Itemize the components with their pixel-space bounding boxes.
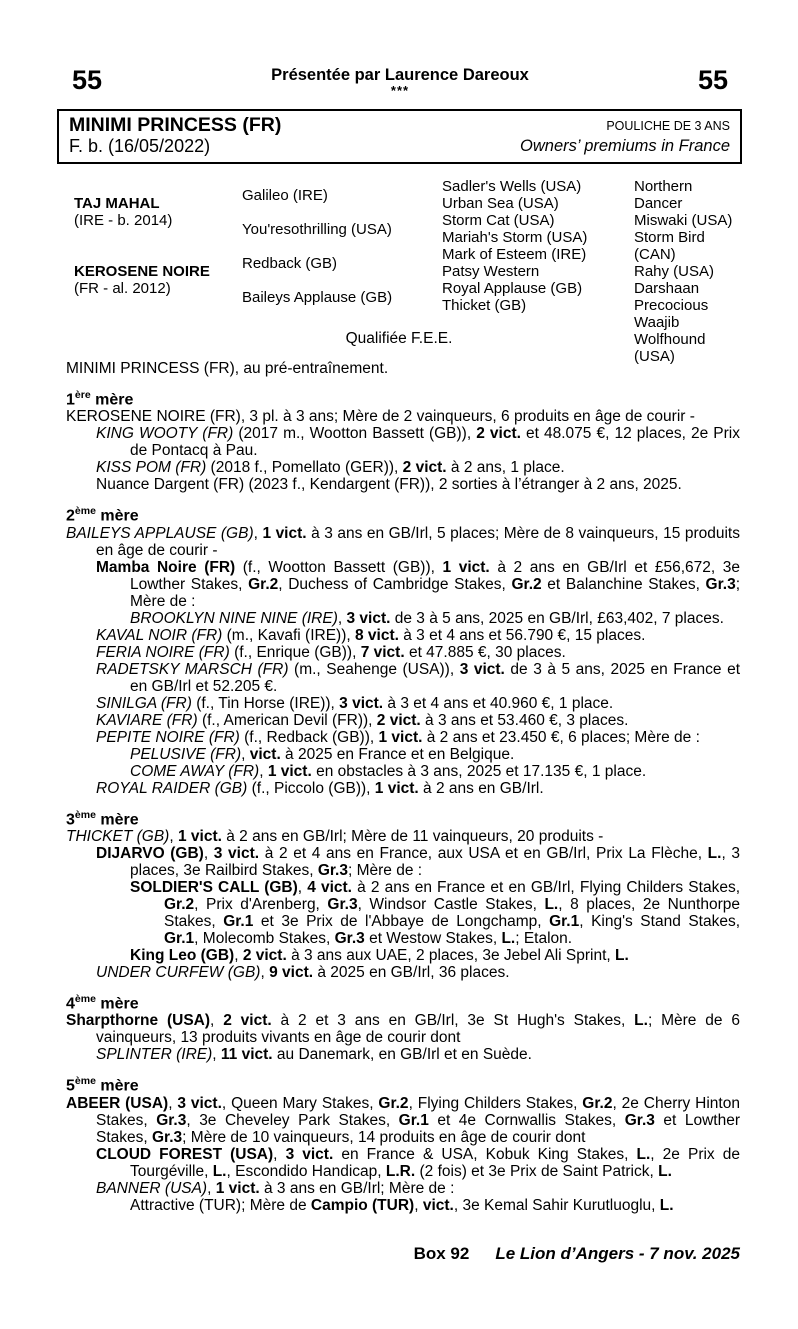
intro-line: MINIMI PRINCESS (FR), au pré-entraînement. bbox=[66, 360, 389, 377]
pedigree-gen2-item: You'resothrilling (USA) bbox=[242, 220, 392, 238]
pedigree-paragraph: KAVIARE (FR) (f., American Devil (FR)), 2 vict. à 3 ans et 53.460 €, 3 places. bbox=[96, 711, 629, 729]
sire-name: TAJ MAHAL bbox=[74, 195, 160, 212]
pedigree-gen2 bbox=[242, 178, 442, 314]
pedigree-paragraph: Sharpthorne (USA), 2 vict. à 2 et 3 ans en GB/Irl, 3e St Hugh's Stakes, L.; Mère de 6 vainqueurs, 13 produits vivants en âge de courir dont bbox=[66, 1012, 740, 1047]
pedigree-paragraph: FERIA NOIRE (FR) (f., Enrique (GB)), 7 vict. et 47.885 €, 30 places. bbox=[96, 643, 566, 661]
sire-detail: (IRE - b. 2014) bbox=[74, 212, 173, 229]
presenter-block bbox=[162, 66, 638, 97]
pedigree-gen4-item: Storm Bird (CAN) bbox=[634, 229, 705, 263]
pedigree-gen3 bbox=[442, 178, 634, 314]
pedigree-gen2-item: Galileo (IRE) bbox=[242, 186, 328, 204]
pedigree-paragraph: KISS POM (FR) (2018 f., Pomellato (GER)), 2 vict. à 2 ans, 1 place. bbox=[96, 459, 565, 477]
pedigree-gen3-item: Patsy Western bbox=[442, 263, 540, 280]
horse-name: MINIMI PRINCESS (FR) bbox=[69, 114, 282, 136]
pedigree-gen4-item: Rahy (USA) bbox=[634, 263, 715, 280]
pedigree-paragraph: CLOUD FOREST (USA), 3 vict. en France & USA, Kobuk King Stakes, L., 2e Prix de Tourgéville, L., Escondido Handicap, L.R. (2 fois) et 3e Prix de Saint Patrick, L. bbox=[96, 1145, 740, 1180]
section bbox=[66, 807, 740, 981]
section-heading: 5ème mère bbox=[66, 1075, 139, 1095]
section bbox=[66, 991, 740, 1063]
pedigree-gen3-item: Urban Sea (USA) bbox=[442, 195, 559, 212]
pedigree-gen3-item: Sadler's Wells (USA) bbox=[442, 178, 582, 195]
pedigree-paragraph: DIJARVO (GB), 3 vict. à 2 et 4 ans en France, aux USA et en GB/Irl, Prix La Flèche, L., 3 places, 3e Railbird Stakes, Gr.3; Mère de : bbox=[96, 844, 740, 879]
qualification-line: Qualifiée F.E.E. bbox=[345, 330, 453, 347]
pedigree-gen4-item: Precocious bbox=[634, 297, 709, 314]
pedigree-paragraph: BROOKLYN NINE NINE (IRE), 3 vict. de 3 à 5 ans, 2025 en GB/Irl, £63,402, 7 places. bbox=[130, 609, 724, 627]
pedigree-paragraph: COME AWAY (FR), 1 vict. en obstacles à 3 ans, 2025 et 17.135 €, 1 place. bbox=[130, 762, 647, 780]
pedigree-paragraph: KEROSENE NOIRE (FR), 3 pl. à 3 ans; Mère de 2 vainqueurs, 6 produits en âge de courir - bbox=[66, 408, 695, 426]
section-heading: 4ème mère bbox=[66, 992, 139, 1013]
lot-number-left: 55 bbox=[72, 65, 103, 95]
pedigree-gen1 bbox=[74, 178, 242, 314]
dam-name: KEROSENE NOIRE bbox=[74, 263, 210, 280]
section-heading: 3ème mère bbox=[66, 808, 139, 828]
pedigree-paragraph: THICKET (GB), 1 vict. à 2 ans en GB/Irl; Mère de 11 vainqueurs, 20 produits - bbox=[66, 827, 604, 845]
pedigree-paragraph: SOLDIER'S CALL (GB), 4 vict. à 2 ans en France et en GB/Irl, Flying Childers Stakes, Gr.2, Prix d'Arenberg, Gr.3, Windsor Castle Stakes, L., 8 places, 2e Nunthorpe Stakes, Gr.1 et 3e Prix de l'Abbaye de Longchamp, Gr.1, King's Stand Stakes, Gr.1, Molecomb Stakes, Gr.3 et Westow Stakes, L.; Etalon. bbox=[130, 878, 741, 947]
pedigree-gen3-item: Mariah's Storm (USA) bbox=[442, 229, 588, 246]
section bbox=[66, 1073, 740, 1213]
pedigree-paragraph: ABEER (USA), 3 vict., Queen Mary Stakes, Gr.2, Flying Childers Stakes, Gr.2, 2e Cherry Hinton Stakes, Gr.3, 3e Cheveley Park Stakes, Gr.1 et 4e Cornwallis Stakes, Gr.3 et Lowther Stakes, Gr.3; Mère de 10 vainqueurs, 14 produits en âge de courir dont bbox=[66, 1094, 740, 1146]
pedigree-paragraph: BAILEYS APPLAUSE (GB), 1 vict. à 3 ans en GB/Irl, 5 places; Mère de 8 vainqueurs, 15 produits en âge de courir - bbox=[66, 524, 740, 559]
pedigree-gen4-item: Waajib bbox=[634, 314, 680, 331]
lot-title-box bbox=[57, 109, 742, 164]
pedigree-gen2-item: Redback (GB) bbox=[242, 254, 338, 272]
pedigree-gen3-item: Storm Cat (USA) bbox=[442, 212, 555, 229]
section-heading: 1ère mère bbox=[66, 389, 134, 409]
section bbox=[66, 503, 740, 796]
pedigree-paragraph: SPLINTER (IRE), 11 vict. au Danemark, en GB/Irl et en Suède. bbox=[96, 1046, 532, 1064]
pedigree-paragraph: King Leo (GB), 2 vict. à 3 ans aux UAE, 2 places, 3e Jebel Ali Sprint, L. bbox=[130, 946, 629, 964]
dam-block bbox=[74, 246, 242, 314]
section bbox=[66, 387, 740, 493]
pedigree-paragraph: BANNER (USA), 1 vict. à 3 ans en GB/Irl; Mère de : bbox=[96, 1179, 455, 1197]
pedigree-paragraph: Mamba Noire (FR) (f., Wootton Bassett (GB)), 1 vict. à 2 ans en GB/Irl et £56,672, 3e Lowther Stakes, Gr.2, Duchess of Cambridge Stakes, Gr.2 et Balanchine Stakes, Gr.3; Mère de : bbox=[96, 558, 741, 610]
pedigree-paragraph: KING WOOTY (FR) (2017 m., Wootton Bassett (GB)), 2 vict. et 48.075 €, 12 places, 2e Prix de Pontacq à Pau. bbox=[96, 425, 740, 460]
page-header bbox=[0, 66, 798, 97]
presenter-line: Présentée par Laurence Dareoux bbox=[271, 66, 529, 84]
pedigree-paragraph: Attractive (TUR); Mère de Campio (TUR), vict., 3e Kemal Sahir Kurutluoglu, L. bbox=[130, 1196, 674, 1214]
pedigree-gen3-item: Mark of Esteem (IRE) bbox=[442, 246, 587, 263]
pedigree-gen4-item: Wolfhound (USA) bbox=[634, 331, 706, 365]
lot-title-right bbox=[520, 114, 730, 157]
dam-line-sections bbox=[66, 387, 740, 1214]
pedigree-gen4 bbox=[634, 178, 742, 365]
pedigree-gen4-item: Miswaki (USA) bbox=[634, 212, 733, 229]
premiums-label: Owners’ premiums in France bbox=[520, 137, 730, 155]
pedigree-paragraph: RADETSKY MARSCH (FR) (m., Seahenge (USA)), 3 vict. de 3 à 5 ans, 2025 en France et en GB/Irl et 52.205 €. bbox=[96, 660, 740, 695]
pedigree-paragraph: Nuance Dargent (FR) (2023 f., Kendargent (FR)), 2 sorties à l’étranger à 2 ans, 2025. bbox=[96, 476, 682, 494]
pedigree-gen3-item: Royal Applause (GB) bbox=[442, 280, 583, 297]
footer-sale-info: Le Lion d’Angers - 7 nov. 2025 bbox=[495, 1244, 740, 1263]
pedigree-gen2-item: Baileys Applause (GB) bbox=[242, 288, 393, 306]
page-footer bbox=[66, 1244, 740, 1264]
pedigree-gen4-item: Darshaan bbox=[634, 280, 700, 297]
pedigree-gen4-item: Northern Dancer bbox=[634, 178, 693, 212]
lot-title-left bbox=[69, 114, 281, 157]
horse-birth: F. b. (16/05/2022) bbox=[69, 136, 211, 156]
category-label: POULICHE DE 3 ANS bbox=[606, 119, 730, 133]
section-heading: 2ème mère bbox=[66, 505, 139, 525]
pedigree-paragraph: PEPITE NOIRE (FR) (f., Redback (GB)), 1 vict. à 2 ans et 23.450 €, 6 places; Mère de : bbox=[96, 728, 700, 746]
pedigree-paragraph: KAVAL NOIR (FR) (m., Kavafi (IRE)), 8 vict. à 3 et 4 ans et 56.790 €, 15 places. bbox=[96, 626, 646, 644]
pedigree-gen3-item: Thicket (GB) bbox=[442, 297, 527, 314]
footer-box-number: Box 92 bbox=[413, 1244, 470, 1263]
pedigree-paragraph: SINILGA (FR) (f., Tin Horse (IRE)), 3 vict. à 3 et 4 ans et 40.960 €, 1 place. bbox=[96, 694, 614, 712]
pedigree-paragraph: PELUSIVE (FR), vict. à 2025 en France et en Belgique. bbox=[130, 745, 515, 763]
lot-number-right: 55 bbox=[697, 65, 728, 95]
dam-detail: (FR - al. 2012) bbox=[74, 280, 171, 297]
sire-block bbox=[74, 178, 242, 246]
stars-separator: *** bbox=[390, 83, 410, 98]
pedigree-paragraph: ROYAL RAIDER (GB) (f., Piccolo (GB)), 1 vict. à 2 ans en GB/Irl. bbox=[96, 779, 544, 797]
pedigree-paragraph: UNDER CURFEW (GB), 9 vict. à 2025 en GB/Irl, 36 places. bbox=[96, 963, 510, 981]
